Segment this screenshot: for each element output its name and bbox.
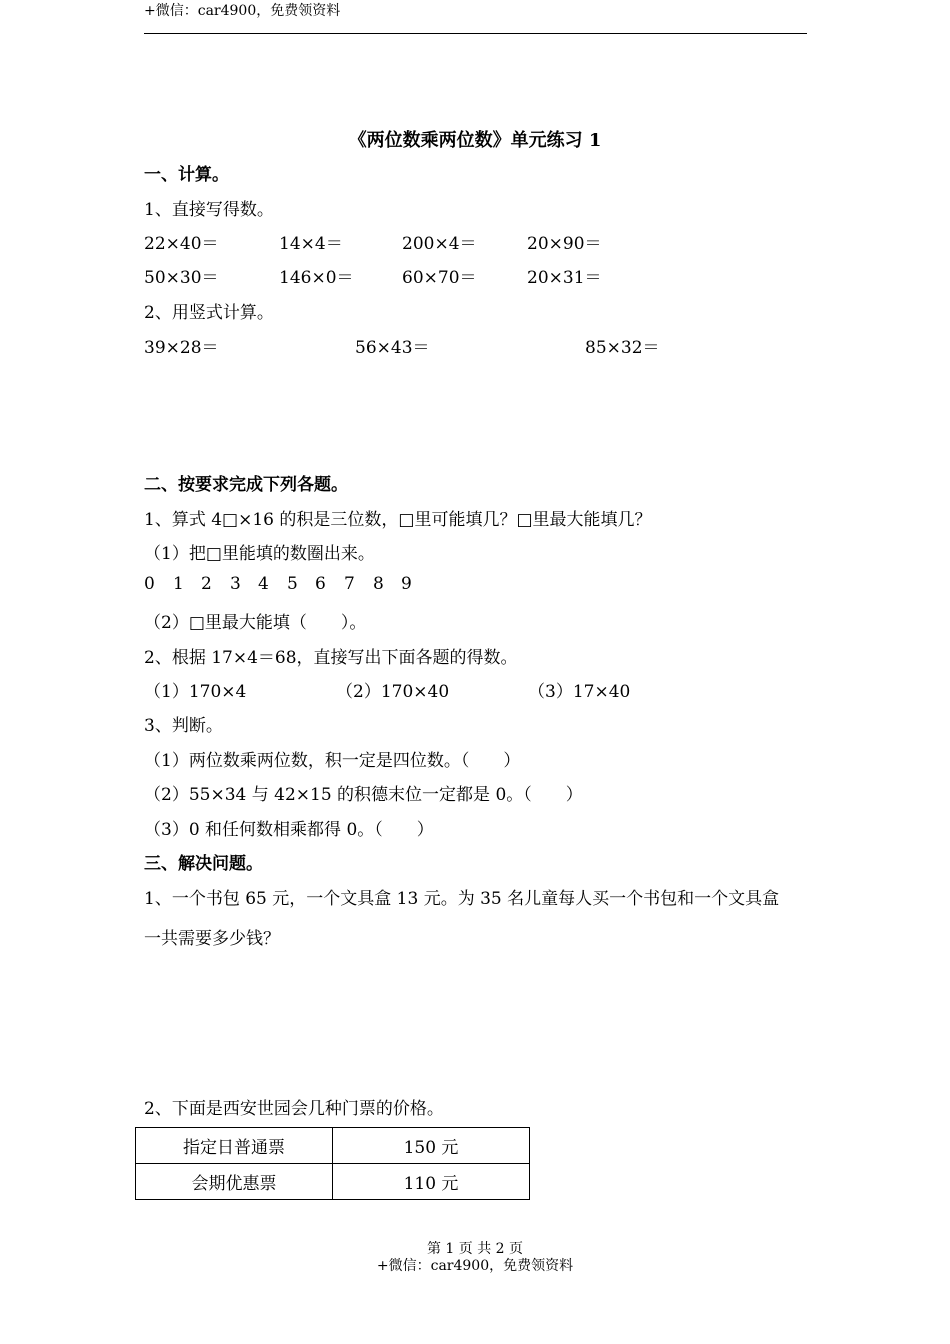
table-row	[136, 1164, 530, 1200]
calc-item: 60×70＝	[402, 268, 477, 288]
question-2-2-part: （2）170×40	[336, 682, 450, 702]
calc-item: 146×0＝	[279, 268, 354, 288]
digit-option: 7	[344, 574, 355, 594]
digit-option: 1	[173, 574, 184, 594]
calc-item: 200×4＝	[402, 234, 477, 254]
question-2-2-part: （1）170×4	[144, 682, 247, 702]
vertical-calc-item: 56×43＝	[355, 338, 430, 358]
header-rule	[144, 33, 807, 34]
calc-item: 50×30＝	[144, 268, 219, 288]
vertical-calc-item: 85×32＝	[585, 338, 660, 358]
question-1-1: 1、直接写得数。	[144, 200, 274, 220]
question-2-1: 1、算式 4□×16 的积是三位数，□里可能填几？□里最大能填几？	[144, 510, 652, 530]
vertical-calc-item: 39×28＝	[144, 338, 219, 358]
calc-item: 14×4＝	[279, 234, 343, 254]
judge-item: （3）0 和任何数相乘都得 0。（ ）	[144, 820, 434, 840]
page-footer: +微信：car4900，免费领资料	[376, 1258, 574, 1274]
judge-item: （2）55×34 与 42×15 的积德末位一定都是 0。（ ）	[144, 785, 583, 805]
calc-item: 22×40＝	[144, 234, 219, 254]
section-1-heading: 一、计算。	[144, 165, 229, 185]
question-3-1-line-1: 1、一个书包 65 元，一个文具盒 13 元。为 35 名儿童每人买一个书包和一个文具盒	[144, 889, 780, 909]
question-3-1-line-2: 一共需要多少钱？	[144, 929, 280, 949]
digit-option: 4	[258, 574, 269, 594]
digit-option: 8	[373, 574, 384, 594]
question-2-1-a: （1）把□里能填的数圈出来。	[144, 544, 375, 564]
section-3-heading: 三、解决问题。	[144, 854, 263, 874]
ticket-type-cell: 会期优惠票	[136, 1164, 333, 1200]
digit-option: 6	[315, 574, 326, 594]
digit-option: 2	[201, 574, 212, 594]
page-number: 第 1 页 共 2 页	[426, 1241, 524, 1257]
section-2-heading: 二、按要求完成下列各题。	[144, 475, 348, 495]
ticket-price-cell: 110 元	[333, 1164, 530, 1200]
question-2-1-b: （2）□里最大能填（ ）。	[144, 613, 367, 633]
calc-item: 20×31＝	[527, 268, 602, 288]
digit-option: 9	[401, 574, 412, 594]
question-2-2-part: （3）17×40	[528, 682, 631, 702]
digit-option: 5	[287, 574, 298, 594]
digit-option: 0	[144, 574, 155, 594]
digit-option: 3	[230, 574, 241, 594]
page-title: 《两位数乘两位数》单元练习 1	[348, 130, 602, 151]
question-3-2: 2、下面是西安世园会几种门票的价格。	[144, 1099, 444, 1119]
page-header: +微信：car4900，免费领资料	[144, 3, 341, 19]
calc-item: 20×90＝	[527, 234, 602, 254]
table-row	[136, 1128, 530, 1164]
judge-item: （1）两位数乘两位数，积一定是四位数。（ ）	[144, 751, 521, 771]
ticket-price-table	[135, 1127, 530, 1200]
question-1-2: 2、用竖式计算。	[144, 303, 274, 323]
question-2-2: 2、根据 17×4＝68，直接写出下面各题的得数。	[144, 648, 518, 668]
ticket-price-cell: 150 元	[333, 1128, 530, 1164]
ticket-type-cell: 指定日普通票	[136, 1128, 333, 1164]
question-2-3: 3、判断。	[144, 716, 223, 736]
